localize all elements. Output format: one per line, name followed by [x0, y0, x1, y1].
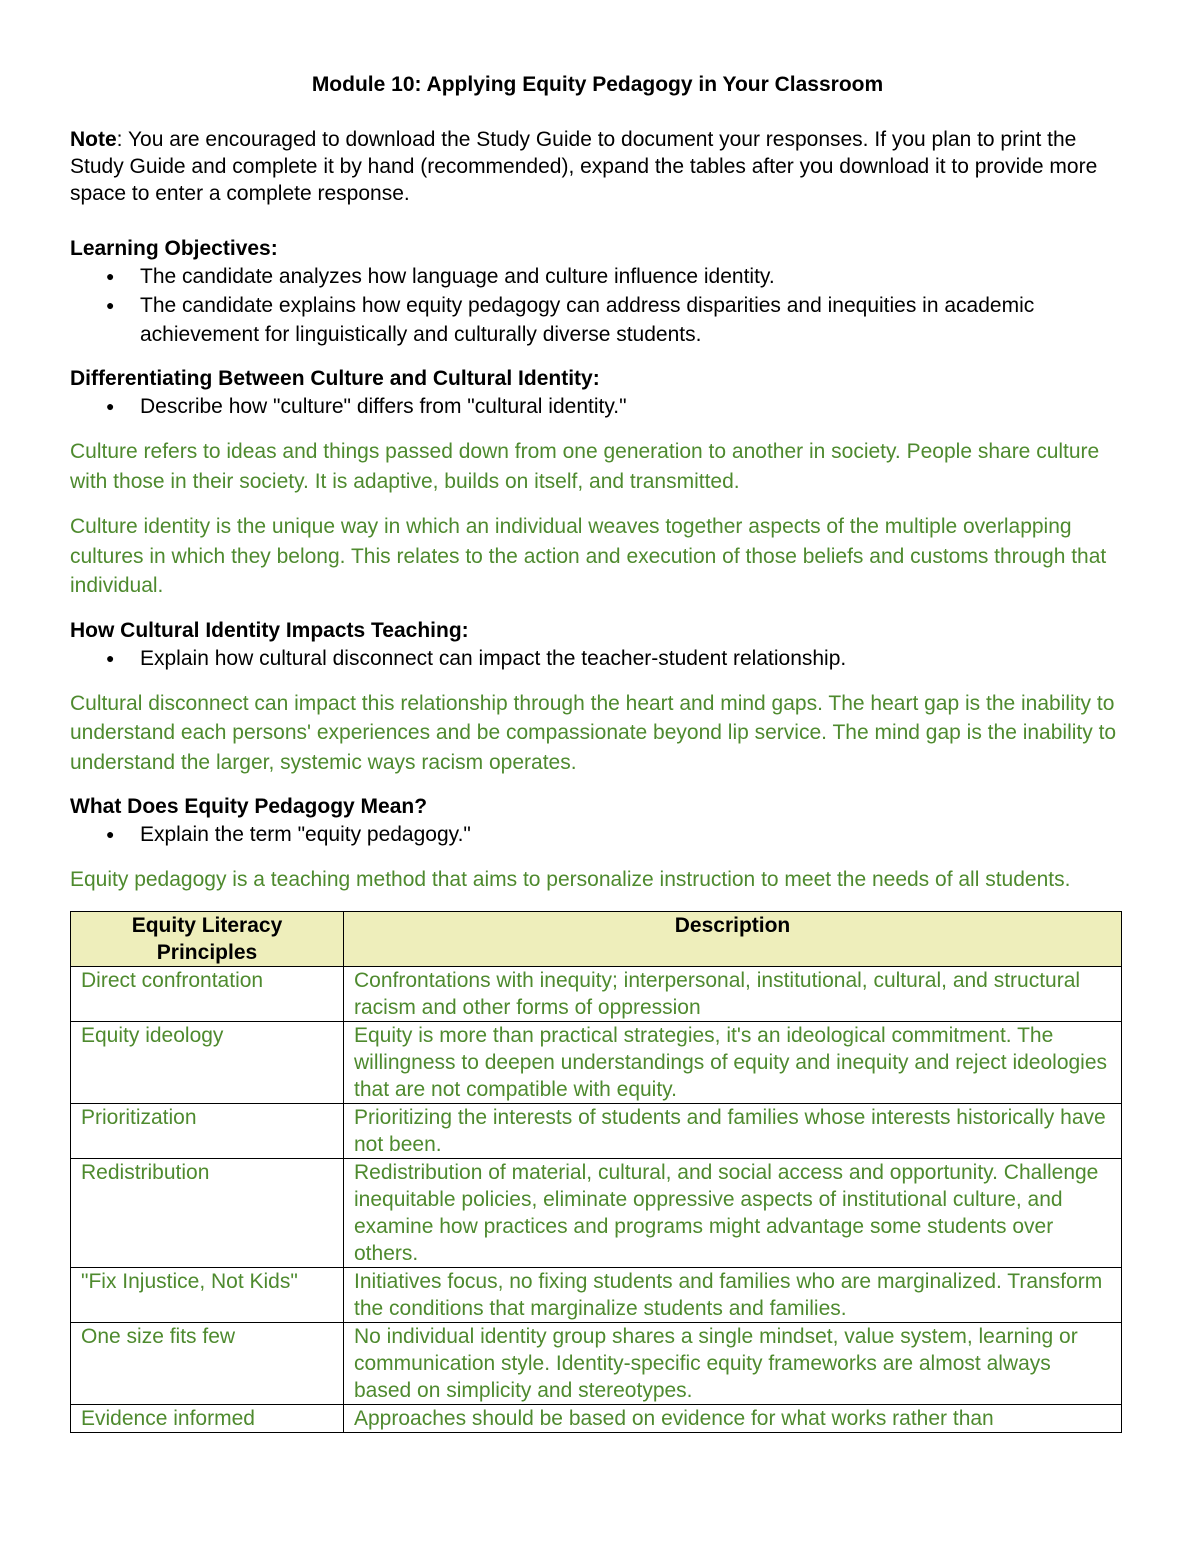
note-label: Note	[70, 128, 117, 151]
principle-cell: Prioritization	[71, 1103, 344, 1158]
principle-cell: "Fix Injustice, Not Kids"	[71, 1267, 344, 1322]
description-cell: Approaches should be based on evidence for what works rather than	[344, 1404, 1122, 1432]
description-cell: Initiatives focus, no fixing students and families who are marginalized. Transform the conditions that marginalize students and families.	[344, 1267, 1122, 1322]
column-header-description: Description	[344, 911, 1122, 966]
equity-literacy-table	[70, 911, 1122, 1433]
table-row	[71, 966, 1122, 1021]
equity-prompt-list	[70, 820, 1125, 849]
list-item: ● Explain the term "equity pedagogy."	[140, 820, 1125, 849]
table-row	[71, 1404, 1122, 1432]
description-cell: Prioritizing the interests of students and families whose interests historically have not been.	[344, 1103, 1122, 1158]
principle-cell: Redistribution	[71, 1158, 344, 1267]
description-cell: Equity is more than practical strategies, it's an ideological commitment. The willingness to deepen understandings of equity and inequity and reject ideologies that are not compatible with equity.	[344, 1021, 1122, 1103]
equity-answer-paragraph: Equity pedagogy is a teaching method that aims to personalize instruction to meet the needs of all students.	[70, 868, 1071, 891]
principle-cell: One size fits few	[71, 1322, 344, 1404]
principle-cell: Direct confrontation	[71, 966, 344, 1021]
list-item: ● The candidate explains how equity pedagogy can address disparities and inequities in academic achievement for linguistically and culturally diverse students.	[140, 291, 1125, 349]
learning-objectives-heading: Learning Objectives:	[70, 237, 278, 260]
list-item: ● Describe how "culture" differs from "cultural identity."	[140, 392, 1125, 421]
column-header-principles: Equity Literacy Principles	[71, 911, 344, 966]
description-cell: Redistribution of material, cultural, and social access and opportunity. Challenge inequitable policies, eliminate oppressive aspects of institutional culture, and examine how practices and programs might advantage some students over others.	[344, 1158, 1122, 1267]
teaching-section-heading: How Cultural Identity Impacts Teaching:	[70, 618, 469, 642]
table-row	[71, 1103, 1122, 1158]
list-item: ● Explain how cultural disconnect can impact the teacher-student relationship.	[140, 644, 1125, 673]
note-paragraph	[70, 126, 1125, 207]
page-title: Module 10: Applying Equity Pedagogy in Your Classroom	[311, 73, 884, 96]
table-row	[71, 1267, 1122, 1322]
cultural-identity-answer-paragraph: Culture identity is the unique way in which an individual weaves together aspects of the multiple overlapping cultures in which they belong. This relates to the action and execution of those beliefs and customs through that individual.	[70, 515, 1107, 597]
learning-objectives-list	[70, 262, 1125, 349]
table-row	[71, 1021, 1122, 1103]
teaching-prompt-list	[70, 644, 1125, 673]
description-cell: Confrontations with inequity; interpersonal, institutional, cultural, and structural racism and other forms of oppression	[344, 966, 1122, 1021]
principle-cell: Equity ideology	[71, 1021, 344, 1103]
equity-section-heading: What Does Equity Pedagogy Mean?	[70, 795, 428, 818]
note-text: : You are encouraged to download the Study Guide to document your responses. If you plan to print the Study Guide and complete it by hand (recommended), expand the tables after you download it to provide more space to enter a complete response.	[70, 128, 1098, 205]
culture-section-heading: Differentiating Between Culture and Cultural Identity:	[70, 367, 600, 390]
culture-answer-paragraph: Culture refers to ideas and things passed down from one generation to another in society. People share culture with those in their society. It is adaptive, builds on itself, and transmitted.	[70, 440, 1100, 493]
description-cell: No individual identity group shares a single mindset, value system, learning or communication style. Identity-specific equity frameworks are almost always based on simplicity and stereotypes.	[344, 1322, 1122, 1404]
table-header-row	[71, 911, 1122, 966]
culture-prompt-list	[70, 392, 1125, 421]
table-row	[71, 1322, 1122, 1404]
list-item: ● The candidate analyzes how language and culture influence identity.	[140, 262, 1125, 291]
principle-cell: Evidence informed	[71, 1404, 344, 1432]
document-content	[70, 70, 1125, 1433]
table-row	[71, 1158, 1122, 1267]
teaching-answer-paragraph: Cultural disconnect can impact this relationship through the heart and mind gaps. The heart gap is the inability to understand each persons' experiences and be compassionate beyond lip service. The mind gap is the inability to understand the larger, systemic ways racism operates.	[70, 691, 1117, 774]
